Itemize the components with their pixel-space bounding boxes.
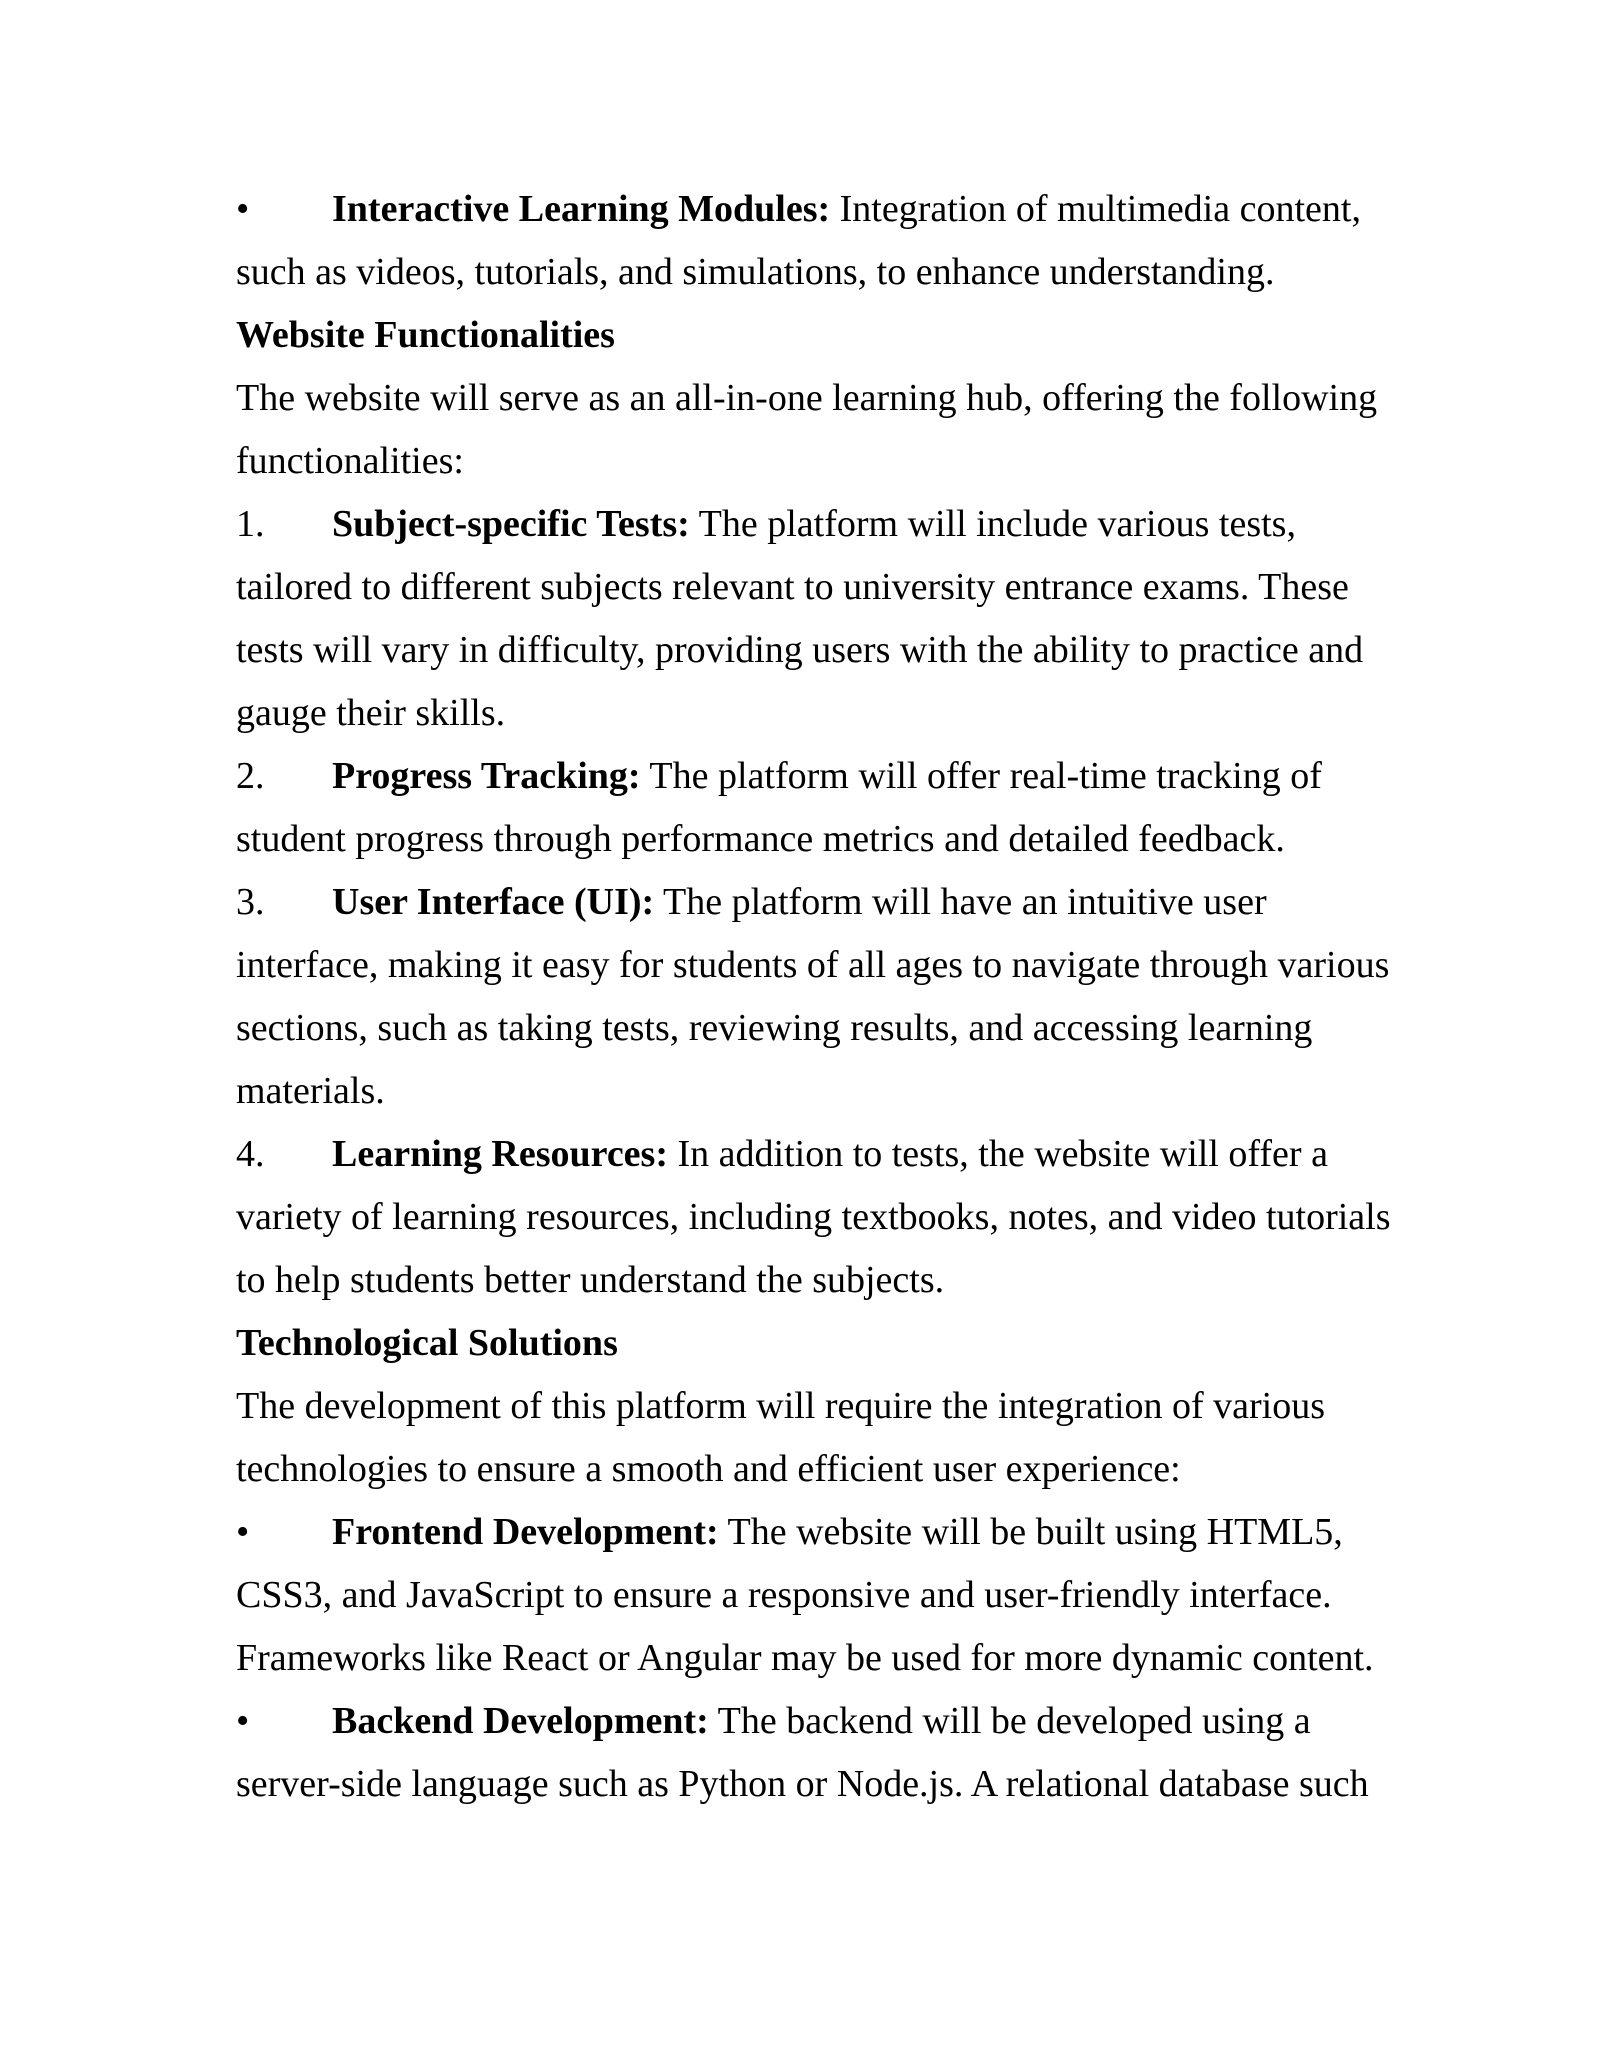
number-marker: 3. [236,881,265,923]
text-line [236,619,1391,682]
line-text: such as videos, tutorials, and simulations, to enhance understanding. [236,251,1275,293]
text-line [236,808,1391,871]
bullet-list-item [236,1501,1391,1690]
number-marker: 1. [236,503,265,545]
text-line [236,682,1391,745]
line-text: The website will be built using HTML5, [727,1511,1343,1553]
text-line [236,556,1391,619]
text-line [236,1312,1391,1375]
item-label: Frontend Development: [332,1511,719,1553]
text-line [236,1186,1391,1249]
line-text: Integration of multimedia content, [839,188,1361,230]
line-text: interface, making it easy for students of all ages to navigate through various [236,944,1390,986]
line-text: tests will vary in difficulty, providing users with the ability to practice and [236,629,1364,671]
line-text: variety of learning resources, including textbooks, notes, and video tutorials [236,1196,1391,1238]
line-text: The platform will have an intuitive user [663,881,1267,923]
line-text: sections, such as taking tests, reviewing results, and accessing learning [236,1007,1313,1049]
line-text: materials. [236,1070,385,1112]
line-text: The development of this platform will require the integration of various [236,1385,1326,1427]
numbered-list-item [236,493,1391,745]
bullet-marker: • [236,1700,250,1742]
section-heading [236,1312,1391,1375]
item-label: Interactive Learning Modules: [332,188,831,230]
line-text: server-side language such as Python or Node.js. A relational database such [236,1763,1369,1805]
line-text: to help students better understand the subjects. [236,1259,945,1301]
text-line [236,367,1391,430]
numbered-list-item [236,745,1391,871]
text-line [236,1564,1391,1627]
text-line [236,430,1391,493]
text-line [236,1627,1391,1690]
numbered-list-item [236,1123,1391,1312]
text-line [236,1375,1391,1438]
line-text: The website will serve as an all-in-one learning hub, offering the following [236,377,1378,419]
item-label: User Interface (UI): [332,881,655,923]
number-marker: 4. [236,1133,265,1175]
number-marker: 2. [236,755,265,797]
section-heading [236,304,1391,367]
page-content [236,178,1391,1816]
heading-text: Technological Solutions [236,1322,618,1364]
line-text: technologies to ensure a smooth and efficient user experience: [236,1448,1181,1490]
text-line [236,1438,1391,1501]
line-text: The platform will include various tests, [698,503,1296,545]
line-text: In addition to tests, the website will offer a [677,1133,1328,1175]
line-text: gauge their skills. [236,692,506,734]
line-text: The platform will offer real-time tracking of [649,755,1322,797]
item-label: Backend Development: [332,1700,709,1742]
body-paragraph [236,1375,1391,1501]
line-text: The backend will be developed using a [717,1700,1311,1742]
text-line [236,241,1391,304]
text-line [236,1690,1391,1753]
body-paragraph [236,367,1391,493]
text-line [236,1753,1391,1816]
text-line [236,493,1391,556]
heading-text: Website Functionalities [236,314,615,356]
text-line [236,1249,1391,1312]
text-line [236,745,1391,808]
bullet-list-item [236,1690,1391,1816]
line-text: student progress through performance metrics and detailed feedback. [236,818,1285,860]
line-text: Frameworks like React or Angular may be used for more dynamic content. [236,1637,1374,1679]
text-line [236,934,1391,997]
numbered-list-item [236,871,1391,1123]
bullet-list-item [236,178,1391,304]
line-text: CSS3, and JavaScript to ensure a responsive and user-friendly interface. [236,1574,1332,1616]
text-line [236,997,1391,1060]
text-line [236,304,1391,367]
item-label: Subject-specific Tests: [332,503,690,545]
text-line [236,1123,1391,1186]
text-line [236,871,1391,934]
text-line [236,1060,1391,1123]
line-text: tailored to different subjects relevant to university entrance exams. These [236,566,1349,608]
bullet-marker: • [236,188,250,230]
bullet-marker: • [236,1511,250,1553]
text-line [236,1501,1391,1564]
item-label: Learning Resources: [332,1133,668,1175]
item-label: Progress Tracking: [332,755,641,797]
text-line [236,178,1391,241]
line-text: functionalities: [236,440,464,482]
